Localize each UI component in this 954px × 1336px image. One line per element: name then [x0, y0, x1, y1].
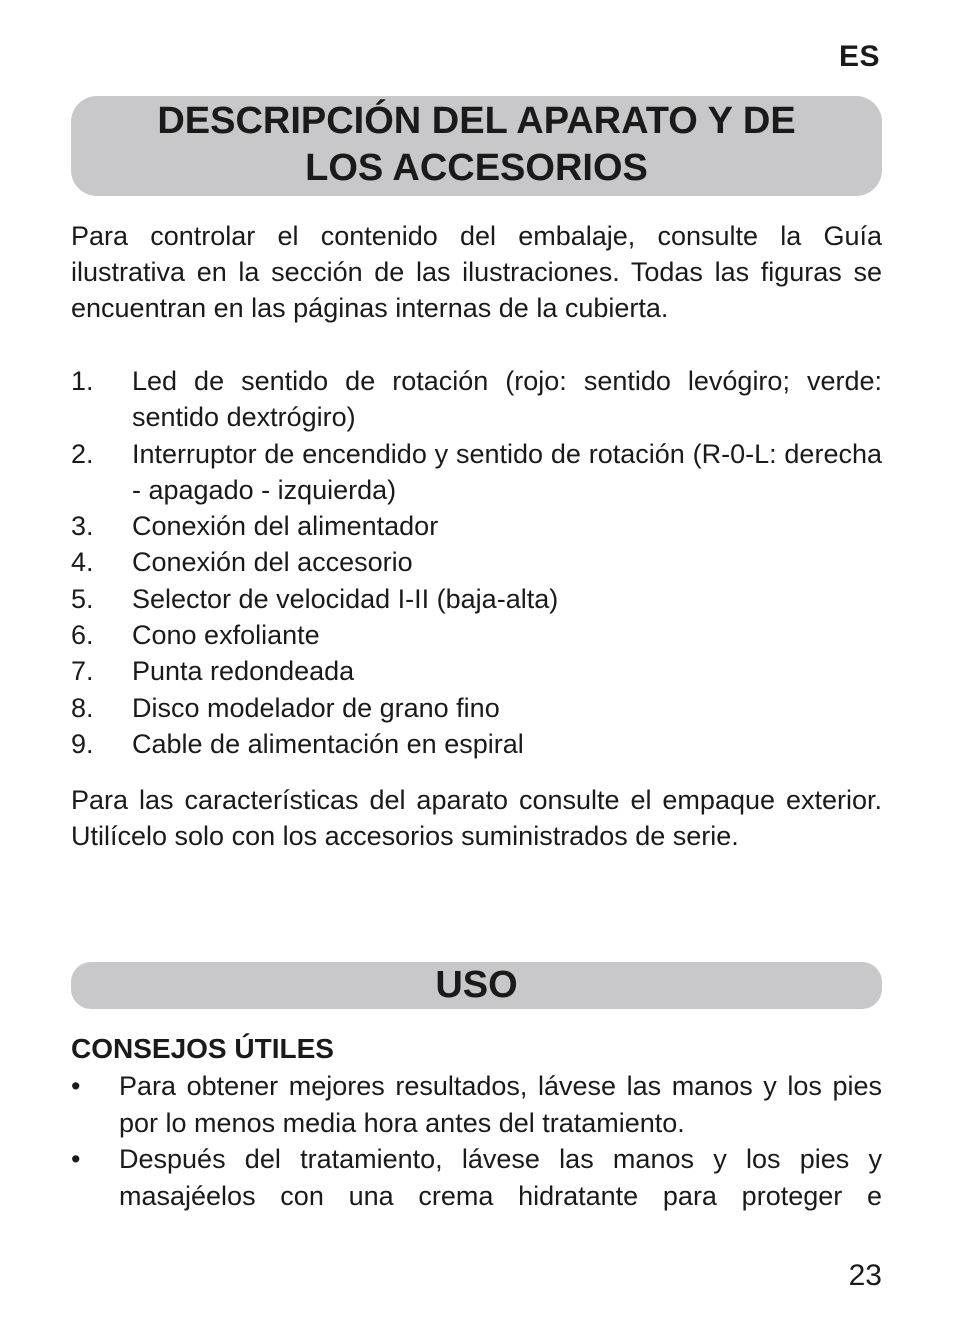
- subheading: CONSEJOS ÚTILES: [71, 1033, 334, 1064]
- page-number: 23: [848, 1259, 882, 1292]
- outro-paragraph: Para las características del aparato consulte el empaque exterior. Utilícelo solo con los accesorios suministrados de serie.: [71, 785, 882, 851]
- language-code: ES: [838, 40, 880, 73]
- list-item-text: Punta redondeada: [132, 656, 355, 687]
- list-item-number: 1.: [71, 366, 94, 396]
- list-item-number: 3.: [71, 511, 94, 542]
- section-title: USO: [435, 964, 518, 1006]
- bullet-item: [71, 1141, 882, 1214]
- bullet-item: [71, 1068, 882, 1141]
- tips-list: [71, 1068, 882, 1214]
- list-item: [71, 508, 882, 544]
- section-title-line-1: DESCRIPCIÓN DEL APARATO Y DE: [157, 100, 796, 142]
- bullet-dot: •: [71, 1071, 81, 1101]
- list-item-number: 7.: [71, 656, 94, 687]
- parts-list: [71, 363, 882, 762]
- list-item-number: 2.: [71, 438, 94, 469]
- list-item-text: Interruptor de encendido y sentido de rotación (R-0-L: derecha - apagado - izquierda): [132, 438, 882, 505]
- bullet-text: Para obtener mejores resultados, lávese las manos y los pies por lo menos media hora antes del tratamiento.: [119, 1071, 882, 1138]
- list-item-text: Conexión del accesorio: [132, 547, 413, 578]
- list-item-text: Led de sentido de rotación (rojo: sentido levógiro; verde: sentido dextrógiro): [132, 366, 882, 433]
- list-item: [71, 690, 882, 726]
- list-item: [71, 726, 882, 762]
- section-title-banner-uso: [71, 962, 882, 1009]
- list-item: [71, 617, 882, 653]
- list-item-text: Cable de alimentación en espiral: [132, 728, 524, 759]
- section-title-banner: [71, 96, 882, 196]
- list-item-number: 6.: [71, 620, 94, 651]
- list-item: [71, 544, 882, 580]
- intro-paragraph: Para controlar el contenido del embalaje, consulte la Guía ilustrativa en la sección de las ilustraciones. Todas las figuras se encuentran en las páginas internas de la cubierta.: [71, 221, 882, 323]
- list-item: [71, 581, 882, 617]
- list-item-text: Conexión del alimentador: [132, 511, 439, 542]
- section-title-line-2: LOS ACCESORIOS: [305, 147, 648, 189]
- list-item: [71, 363, 882, 436]
- bullet-text: Después del tratamiento, lávese las manos y los pies y masajéelos con una crema hidratante para proteger e: [119, 1144, 882, 1211]
- list-item-number: 8.: [71, 692, 94, 723]
- list-item-text: Selector de velocidad I-II (baja-alta): [132, 583, 559, 614]
- list-item-text: Disco modelador de grano fino: [132, 692, 500, 723]
- list-item-number: 9.: [71, 728, 94, 759]
- list-item-number: 4.: [71, 547, 94, 578]
- list-item-text: Cono exfoliante: [132, 620, 320, 651]
- list-item: [71, 653, 882, 689]
- list-item-number: 5.: [71, 583, 94, 614]
- list-item: [71, 436, 882, 509]
- bullet-dot: •: [71, 1144, 81, 1174]
